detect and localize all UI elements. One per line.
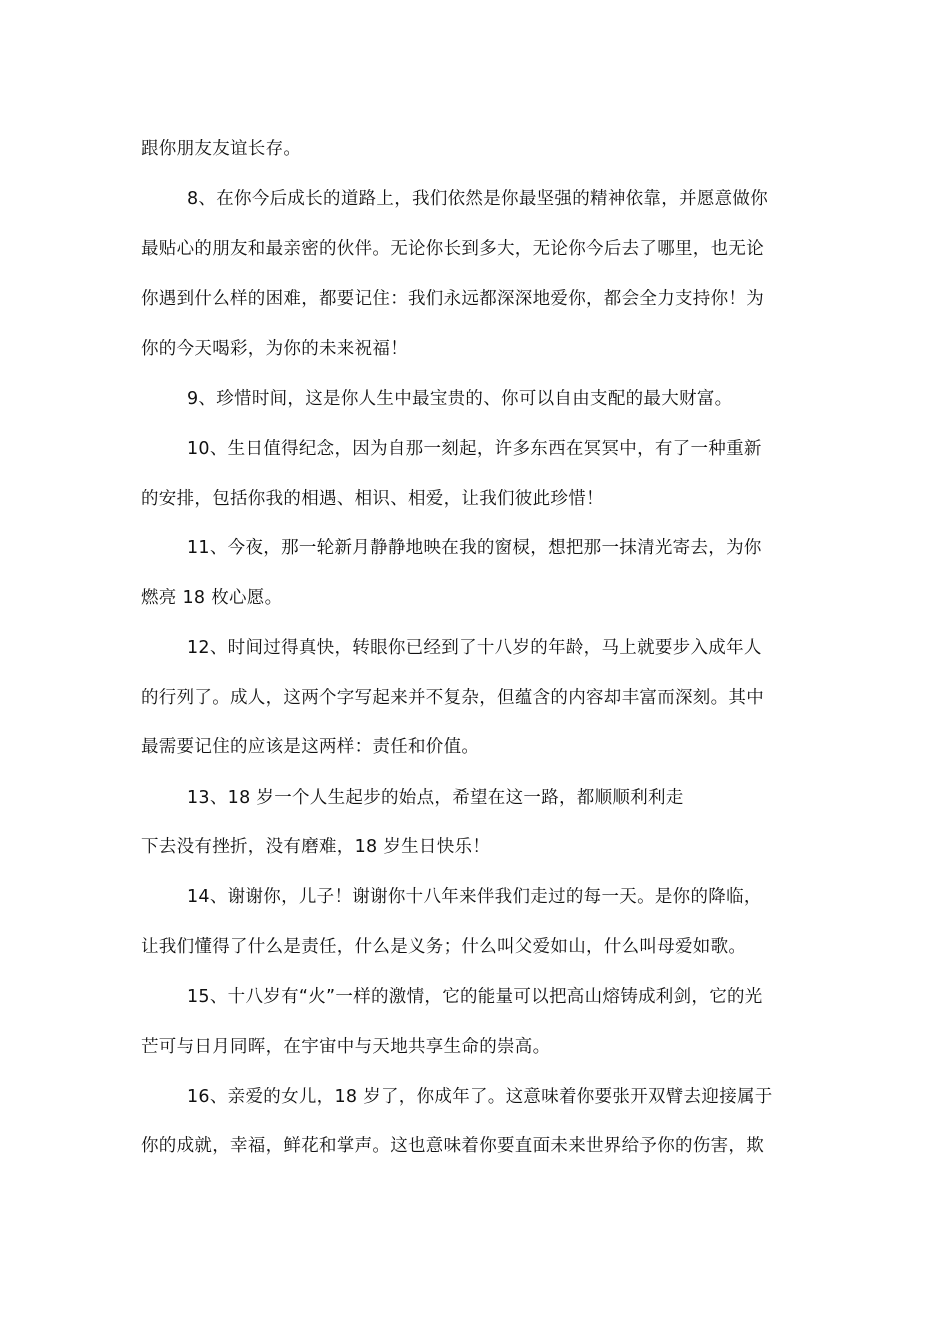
paragraph-line: 10、生日值得纪念，因为自那一刻起，许多东西在冥冥中，有了一种重新 [187, 439, 762, 459]
paragraph-line: 15、十八岁有“火”一样的激情，它的能量可以把高山熔铸成利剑，它的光 [187, 987, 763, 1007]
paragraph-line: 16、亲爱的女儿，18 岁了，你成年了。这意味着你要张开双臂去迎接属于 [187, 1087, 773, 1107]
paragraph-line: 11、今夜，那一轮新月静静地映在我的窗棂，想把那一抹清光寄去，为你 [187, 538, 762, 558]
text-line: 的安排，包括你我的相遇、相识、相爱，让我们彼此珍惜！ [141, 489, 604, 509]
text-line: 下去没有挫折，没有磨难，18 岁生日快乐！ [141, 837, 491, 857]
paragraph-line: 9、珍惜时间，这是你人生中最宝贵的、你可以自由支配的最大财富。 [187, 389, 733, 409]
text-line: 你的今天喝彩，为你的未来祝福！ [141, 339, 408, 359]
paragraph-line: 14、谢谢你，儿子！谢谢你十八年来伴我们走过的每一天。是你的降临， [187, 887, 762, 907]
paragraph-line: 8、在你今后成长的道路上，我们依然是你最坚强的精神依靠，并愿意做你 [187, 189, 769, 209]
text-line: 最需要记住的应该是这两样：责任和价值。 [141, 737, 480, 757]
text-line: 燃亮 18 枚心愿。 [141, 588, 283, 608]
text-line: 跟你朋友友谊长存。 [141, 139, 302, 159]
paragraph-line: 12、时间过得真快，转眼你已经到了十八岁的年龄，马上就要步入成年人 [187, 638, 762, 658]
text-line: 你遇到什么样的困难，都要记住：我们永远都深深地爱你，都会全力支持你！为 [141, 289, 764, 309]
text-line: 最贴心的朋友和最亲密的伙伴。无论你长到多大，无论你今后去了哪里，也无论 [141, 239, 764, 259]
text-line: 你的成就，幸福，鲜花和掌声。这也意味着你要直面未来世界给予你的伤害，欺 [141, 1136, 764, 1156]
text-line: 芒可与日月同晖，在宇宙中与天地共享生命的崇高。 [141, 1037, 551, 1057]
text-line: 让我们懂得了什么是责任，什么是义务；什么叫父爱如山，什么叫母爱如歌。 [141, 937, 747, 957]
text-line: 的行列了。成人，这两个字写起来并不复杂，但蕴含的内容却丰富而深刻。其中 [141, 688, 764, 708]
paragraph-line: 13、18 岁一个人生起步的始点，希望在这一路，都顺顺利利走 [187, 788, 684, 808]
